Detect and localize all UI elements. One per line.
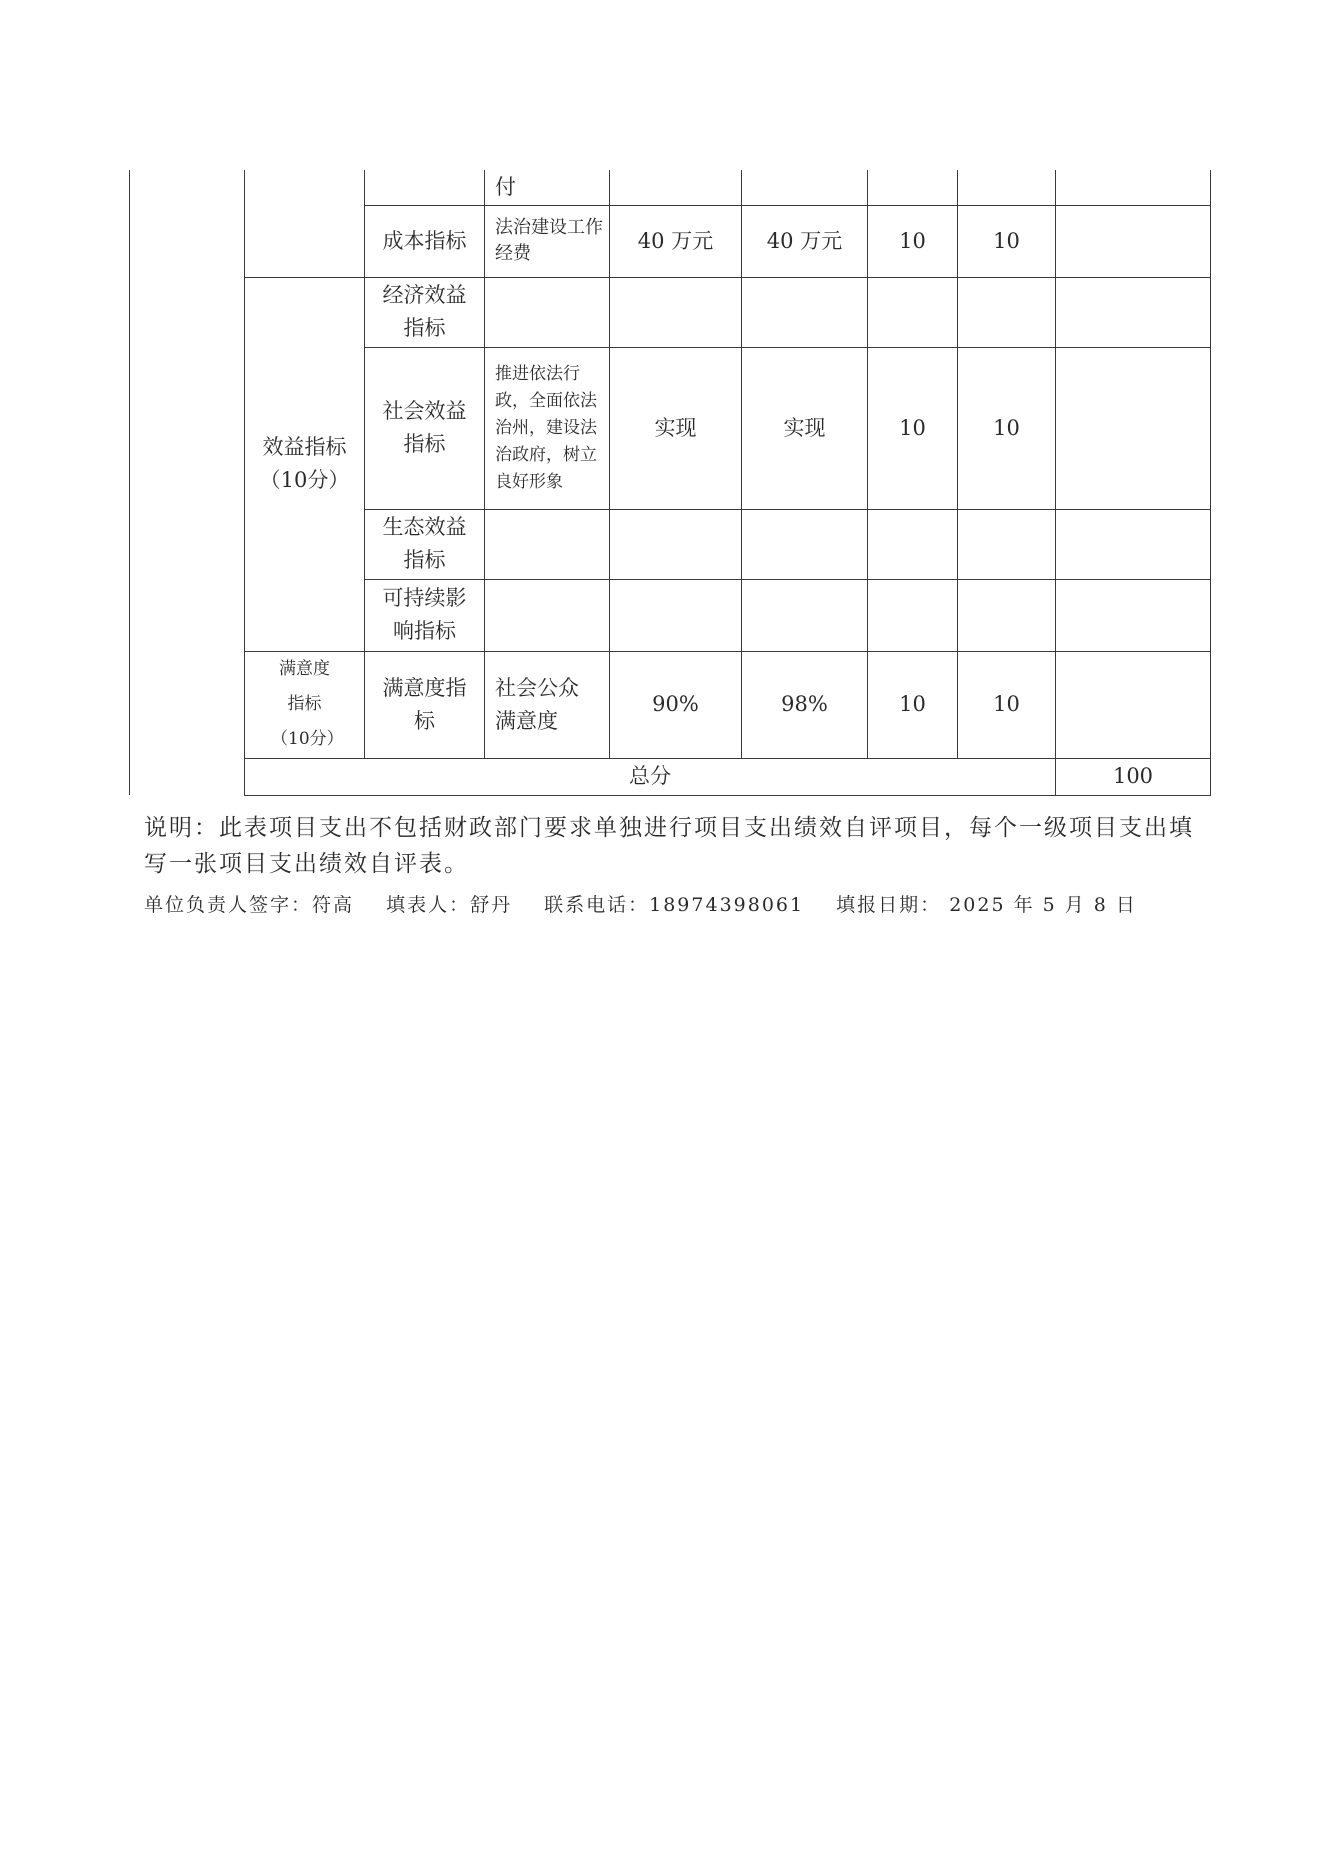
table-cell: 效益指标（10分） [245,277,365,651]
table-cell: 经济效益指标 [365,277,485,347]
table-cell [1056,277,1211,347]
signature-footer [144,890,1214,917]
table-cell: 付 [485,170,610,205]
table-cell: 40 万元 [742,205,868,277]
table-cell [868,579,958,651]
table-cell [958,509,1056,579]
table-cell [868,170,958,205]
table-cell [485,509,610,579]
table-cell [742,277,868,347]
table-row [130,651,1211,758]
table-cell: 社会效益指标 [365,347,485,509]
table-cell: 可持续影响指标 [365,579,485,651]
table-cell: 10 [868,347,958,509]
table-cell [610,509,742,579]
table-row [130,758,1211,795]
table-cell: 满意度指标 [365,651,485,758]
table-cell: 实现 [610,347,742,509]
table-cell: 98% [742,651,868,758]
table-row [130,170,1211,205]
table-cell [958,170,1056,205]
phone-field: 联系电话：18974398061 [544,894,805,916]
table-cell: 生态效益指标 [365,509,485,579]
table-cell: 40 万元 [610,205,742,277]
table-cell [365,170,485,205]
table-cell: 成本指标 [365,205,485,277]
filler-field: 填表人：舒丹 [386,894,513,916]
table-row [130,277,1211,347]
table-cell: 10 [958,651,1056,758]
table-cell: 10 [868,205,958,277]
table-cell [1056,170,1211,205]
performance-evaluation-table [129,170,1211,796]
table-cell [610,579,742,651]
table-note: 说明：此表项目支出不包括财政部门要求单独进行项目支出绩效自评项目，每个一级项目支出填写一张项目支出绩效自评表。 [144,815,1194,877]
table-cell [1056,579,1211,651]
table-cell [1056,347,1211,509]
signatory-field: 单位负责人签字：符高 [144,894,355,916]
table-cell: 满意度指标（10分） [245,651,365,758]
table-cell: 90% [610,651,742,758]
table-cell [868,277,958,347]
table-cell [958,277,1056,347]
table-cell [742,170,868,205]
table-cell [1056,509,1211,579]
table-cell [245,170,365,277]
date-field: 填报日期： 2025 年 5 月 8 日 [836,894,1137,916]
table-cell: 10 [868,651,958,758]
table-cell: 10 [958,205,1056,277]
table-cell: 推进依法行政，全面依法治州，建设法治政府，树立良好形象 [485,347,610,509]
table-cell [1056,651,1211,758]
table-cell [958,579,1056,651]
table-cell [610,277,742,347]
table-cell [868,509,958,579]
table-cell [485,579,610,651]
table-cell [610,170,742,205]
total-weight: 100 [1056,758,1211,795]
table-cell [1056,205,1211,277]
table-cell: 社会公众满意度 [485,651,610,758]
table-cell [130,170,245,795]
table-cell [742,509,868,579]
table-cell [485,277,610,347]
table-cell: 法治建设工作经费 [485,205,610,277]
table-cell: 实现 [742,347,868,509]
total-label: 总分 [245,758,1056,795]
table-cell [742,579,868,651]
table-cell: 10 [958,347,1056,509]
